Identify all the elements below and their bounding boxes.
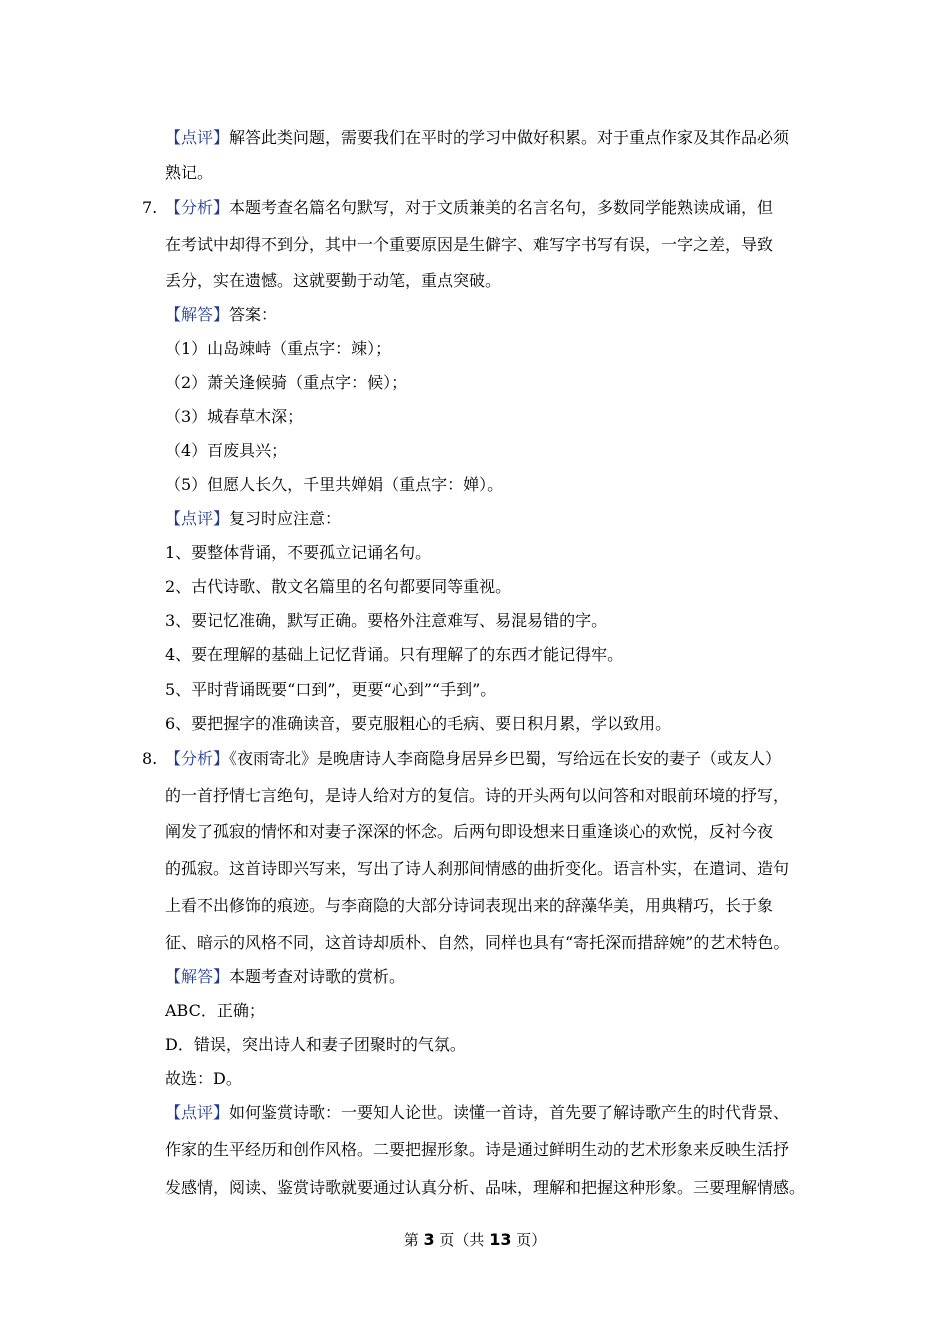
q8-analysis-line-6: 征、暗示的风格不同，这首诗却质朴、自然，同样也具有“寄托深而措辞婉”的艺术特色。: [165, 933, 790, 952]
page-total: 13: [489, 1230, 512, 1249]
q8-review-line-2: 作家的生平经历和创作风格。二要把握形象。诗是通过鲜明生动的艺术形象来反映生活抒: [165, 1140, 790, 1159]
page-number: 3: [423, 1230, 435, 1249]
q8-option-abc: ABC．正确；: [165, 1001, 265, 1020]
q6-review-line-1: 【 点评 】 解答此类问题，需要我们在平时的学习中做好积累。对于重点作家及其作品必须: [165, 128, 789, 148]
q7-answer-item: （5）但愿人长久，千里共婵娟（重点字：婵）。: [165, 475, 504, 494]
page-footer: 第 3 页（共 13 页）: [403, 1230, 547, 1249]
analysis-tag: 【 分析 】: [165, 198, 229, 217]
q8-analysis-line-4: 的孤寂。这首诗即兴写来，写出了诗人刹那间情感的曲折变化。语言朴实，在遣词、造句: [165, 859, 790, 878]
q7-answer-item: （1）山岛竦峙（重点字：竦）；: [165, 339, 392, 358]
review-tag: 【 点评 】: [165, 1103, 229, 1122]
answer-tag: 【 解答 】: [165, 967, 229, 986]
q8-analysis-line-1: 【 分析 】 《夜雨寄北》是晚唐诗人李商隐身居异乡巴蜀，写给远在长安的妻子（或友人）: [165, 749, 781, 769]
q6-review-line-2: 熟记。: [165, 163, 214, 182]
q7-review-line: 【 点评 】 复习时应注意：: [165, 509, 341, 529]
q8-review-line-3: 发感情，阅读、鉴赏诗歌就要通过认真分析、品味，理解和把握这种形象。三要理解情感。: [165, 1178, 806, 1197]
q8-review-line-1: 【 点评 】 如何鉴赏诗歌：一要知人论世。读懂一首诗，首先要了解诗歌产生的时代背景、: [165, 1103, 789, 1123]
q7-tip-item: 1、要整体背诵，不要孤立记诵名句。: [165, 543, 432, 562]
q7-answer-item: （3）城春草木深；: [165, 407, 304, 426]
q8-analysis-line-5: 上看不出修饰的痕迹。与李商隐的大部分诗词表现出来的辞藻华美，用典精巧，长于象: [165, 896, 774, 915]
q7-answer-item: （2）萧关逢候骑（重点字：候）；: [165, 373, 408, 392]
q8-choice: 故选：D。: [165, 1069, 242, 1088]
q7-tip-item: 5、平时背诵既要“口到”，更要“心到”“手到”。: [165, 680, 497, 699]
review-tag: 【 点评 】: [165, 128, 229, 147]
q8-analysis-line-2: 的一首抒情七言绝句，是诗人给对方的复信。诗的开头两句以问答和对眼前环境的抒写，: [165, 786, 790, 805]
q8-analysis-line-3: 阐发了孤寂的情怀和对妻子深深的怀念。后两句即设想来日重逢谈心的欢悦，反衬今夜: [165, 822, 774, 841]
analysis-tag: 【 分析 】: [165, 749, 229, 768]
question-number-8: 8.: [142, 749, 158, 768]
q7-answer-line: 【 解答 】 答案：: [165, 305, 277, 325]
q7-tip-item: 4、要在理解的基础上记忆背诵。只有理解了的东西才能记得牢。: [165, 645, 624, 664]
q7-tip-item: 3、要记忆准确，默写正确。要格外注意难写、易混易错的字。: [165, 611, 608, 630]
q7-tip-item: 2、古代诗歌、散文名篇里的名句都要同等重视。: [165, 577, 512, 596]
answer-tag: 【 解答 】: [165, 305, 229, 324]
q7-analysis-line-1: 【 分析 】 本题考查名篇名句默写，对于文质兼美的名言名句，多数同学能熟读成诵，但: [165, 198, 773, 218]
review-tag: 【 点评 】: [165, 509, 229, 528]
q7-analysis-line-3: 丢分，实在遗憾。这就要勤于动笔，重点突破。: [165, 271, 502, 290]
q7-tip-item: 6、要把握字的准确读音，要克服粗心的毛病、要日积月累，学以致用。: [165, 714, 672, 733]
q8-answer-line: 【 解答 】 本题考查对诗歌的赏析。: [165, 967, 405, 987]
q7-answer-item: （4）百废具兴；: [165, 441, 288, 460]
question-number-7: 7.: [142, 198, 158, 217]
q8-option-d: D．错误，突出诗人和妻子团聚时的气氛。: [165, 1035, 466, 1054]
q7-analysis-line-2: 在考试中却得不到分，其中一个重要原因是生僻字、难写字书写有误，一字之差，导致: [165, 235, 774, 254]
